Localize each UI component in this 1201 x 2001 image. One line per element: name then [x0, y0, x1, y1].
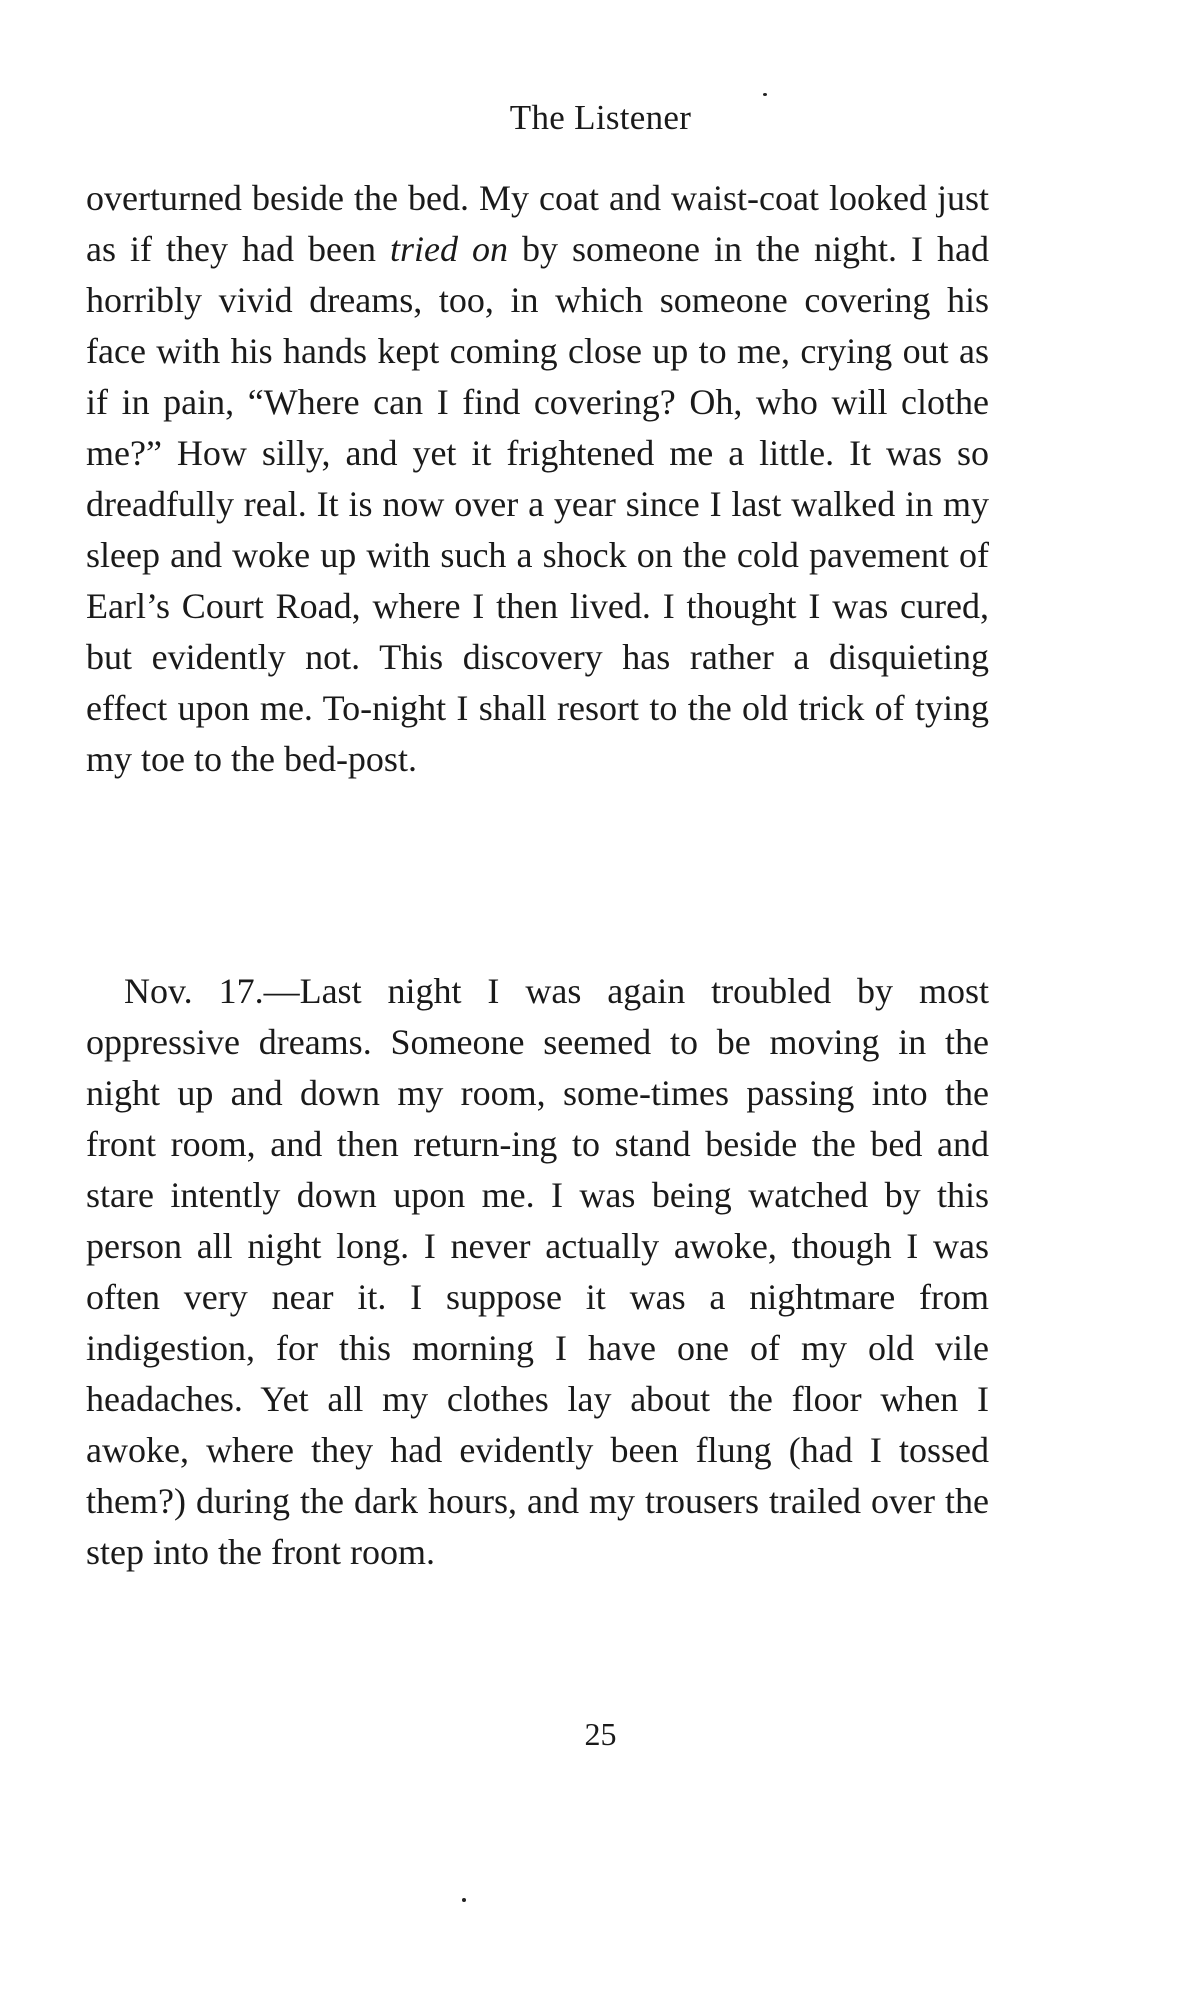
paragraph-1-text-start: overturned beside the bed. My coat and waist-coat looked just as if they had been [86, 178, 989, 269]
page-number: 25 [584, 1716, 617, 1752]
ink-speck [462, 1898, 466, 1902]
paragraph-2: Nov. 17.—Last night I was again troubled by most oppressive dreams. Someone seemed to be moving in the night up and down my room, some-times passing into the front room, and then return-ing to stand beside the bed and stare intently down upon me. I was being watched by this person all night long. I never actually awoke, though I was often very near it. I suppose it was a nightmare from indigestion, for this morning I have one of my old vile headaches. Yet all my clothes lay about the floor when I awoke, where they had evidently been flung (had I tossed them?) during the dark hours, and my trousers trailed over the step into the front room. [86, 971, 989, 1572]
paragraph-1-text-end: by someone in the night. I had horribly vivid dreams, too, in which someone covering his face with his hands kept coming close up to me, crying out as if in pain, “Where can I find covering? Oh, who will clothe me?” How silly, and yet it frightened me a little. It was so dreadfully real. It is now over a year since I last walked in my sleep and woke up with such a shock on the cold pavement of Earl’s Court Road, where I then lived. I thought I was cured, but evidently not. This discovery has rather a disquieting effect upon me. To-night I shall resort to the old trick of tying my toe to the bed-post. [86, 229, 989, 779]
running-head: The Listener [509, 98, 692, 137]
ink-speck [763, 93, 767, 96]
paragraph-1 [86, 173, 989, 785]
paragraph-1-italic-phrase: tried on [389, 229, 508, 269]
